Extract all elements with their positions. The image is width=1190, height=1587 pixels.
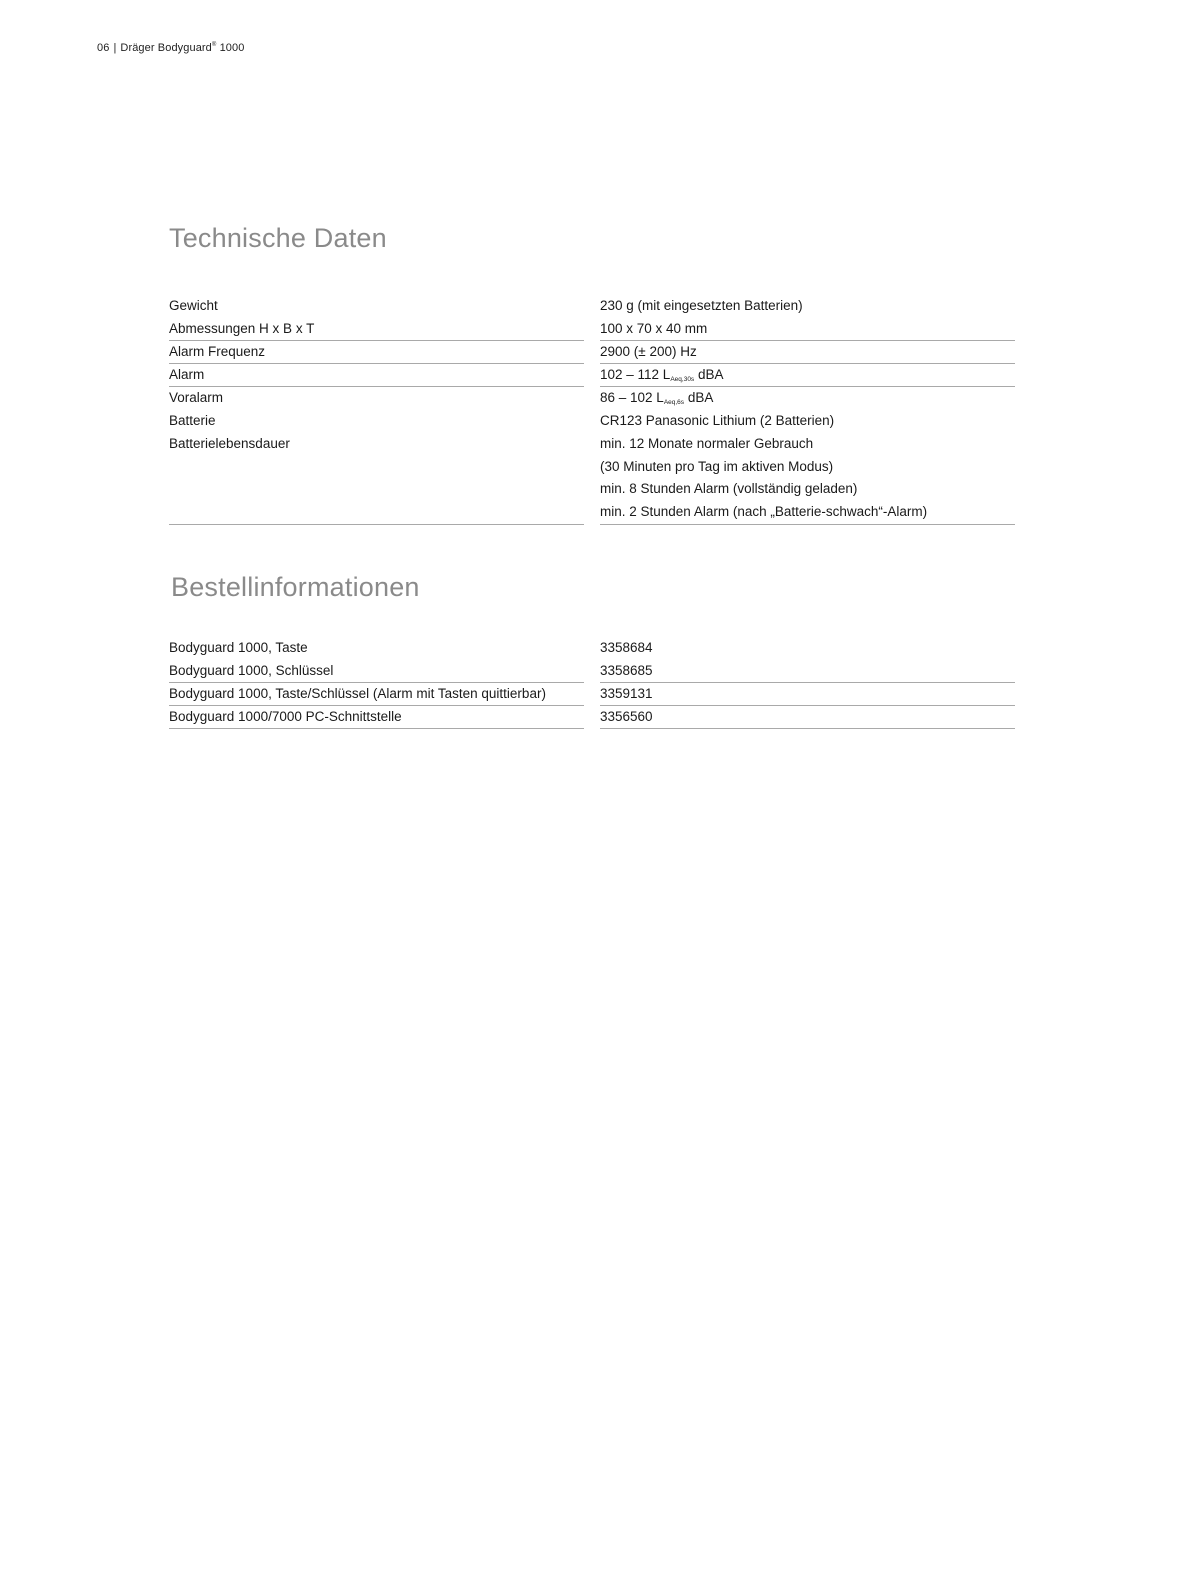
- spec-label: Batterielebensdauer: [169, 433, 584, 525]
- order-number: 3356560: [600, 706, 1015, 729]
- spec-value: 100 x 70 x 40 mm: [600, 318, 1015, 341]
- page-number: 06: [97, 42, 110, 54]
- spec-value-subscript: Aeq,30s: [670, 376, 695, 383]
- brand-name: Dräger Bodyguard: [120, 42, 212, 54]
- registered-mark: ®: [211, 42, 217, 48]
- model-name: 1000: [219, 42, 245, 54]
- table-row: [169, 706, 1015, 729]
- spec-label: Voralarm: [169, 390, 224, 405]
- spec-value: [600, 364, 1015, 387]
- spec-value-line: min. 2 Stunden Alarm (nach „Batterie-schwach“-Alarm): [600, 503, 928, 519]
- technical-data-table: [169, 295, 1015, 525]
- spec-value-subscript: Aeq,6s: [663, 399, 685, 406]
- table-row: [169, 637, 1015, 660]
- spec-value-unit: dBA: [694, 367, 724, 382]
- table-row: [169, 683, 1015, 706]
- table-row: [169, 433, 1015, 525]
- product-name: Bodyguard 1000, Schlüssel: [169, 660, 584, 683]
- spec-value: 2900 (± 200) Hz: [600, 341, 1015, 364]
- table-row: [169, 364, 1015, 387]
- order-number: 3359131: [600, 683, 1015, 706]
- spec-label: Alarm Frequenz: [169, 341, 584, 364]
- product-name: Bodyguard 1000/7000 PC-Schnittstelle: [169, 706, 584, 729]
- table-row: [169, 295, 1015, 318]
- spec-value-unit: dBA: [684, 390, 714, 405]
- spec-value: CR123 Panasonic Lithium (2 Batterien): [600, 413, 835, 428]
- ordering-info-title: Bestellinformationen: [171, 572, 420, 602]
- spec-value: 230 g (mit eingesetzten Batterien): [600, 298, 803, 313]
- table-row: [169, 410, 1015, 433]
- spec-value-line: min. 12 Monate normaler Gebrauch: [600, 436, 814, 451]
- table-row: [169, 318, 1015, 341]
- spec-value-main: 102 – 112 L: [600, 367, 671, 382]
- spec-label: Gewicht: [169, 298, 218, 313]
- spec-label: Alarm: [169, 364, 584, 387]
- spec-value-multiline: [600, 433, 1015, 525]
- order-number: 3358685: [600, 660, 1015, 683]
- spec-value: [600, 387, 1015, 410]
- order-number: 3358684: [600, 640, 653, 655]
- product-name: Bodyguard 1000, Taste: [169, 640, 308, 655]
- header-separator: |: [113, 42, 117, 54]
- table-row: [169, 341, 1015, 364]
- spec-label: Batterie: [169, 413, 216, 428]
- spec-value-line: min. 8 Stunden Alarm (vollständig geladen): [600, 481, 858, 496]
- product-name: Bodyguard 1000, Taste/Schlüssel (Alarm mit Tasten quittierbar): [169, 683, 584, 706]
- spec-label: Abmessungen H x B x T: [169, 318, 584, 341]
- table-row: [169, 660, 1015, 683]
- table-row: [169, 387, 1015, 410]
- ordering-info-table: [169, 637, 1015, 729]
- spec-value-main: 86 – 102 L: [600, 390, 664, 405]
- spec-value-line: (30 Minuten pro Tag im aktiven Modus): [600, 458, 834, 474]
- technical-data-title: Technische Daten: [169, 223, 387, 253]
- running-header: [97, 42, 244, 54]
